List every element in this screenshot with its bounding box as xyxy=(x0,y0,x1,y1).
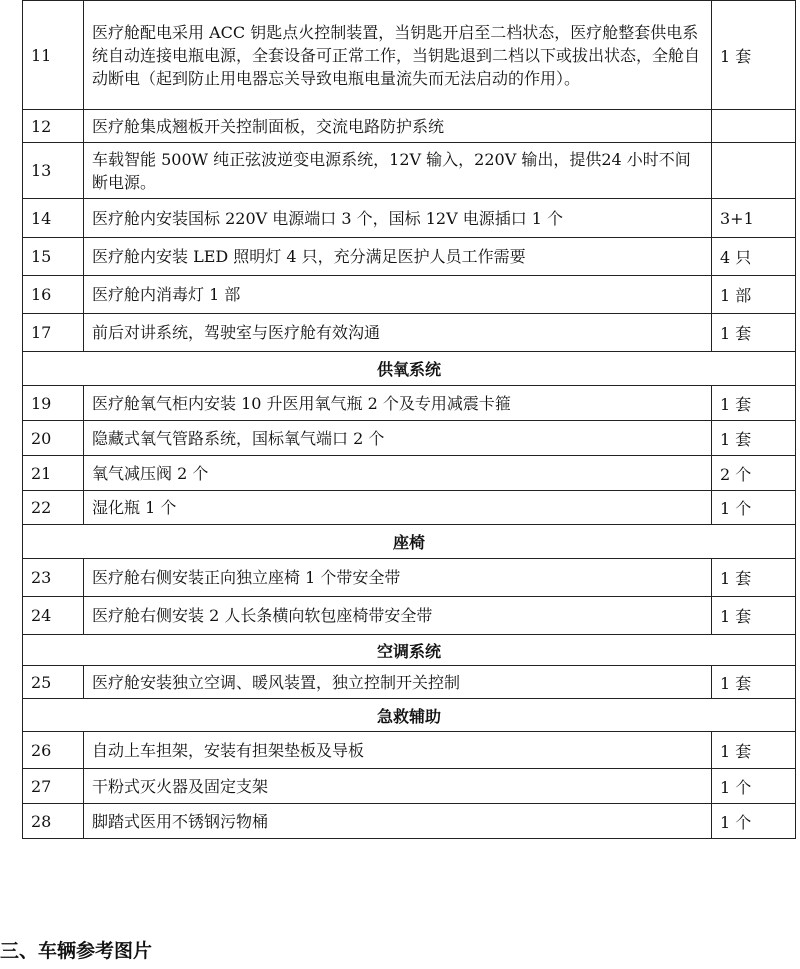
item-quantity: 1 套 xyxy=(712,732,796,769)
item-description: 医疗舱内安装国标 220V 电源端口 3 个，国标 12V 电源插口 1 个 xyxy=(84,199,712,238)
item-quantity: 1 套 xyxy=(712,314,796,352)
item-number: 25 xyxy=(23,666,84,699)
table-row xyxy=(23,199,796,238)
table-row xyxy=(23,421,796,456)
item-number: 28 xyxy=(23,804,84,839)
table-row xyxy=(23,143,796,199)
item-quantity: 4 只 xyxy=(712,238,796,276)
item-quantity: 1 部 xyxy=(712,276,796,314)
table-row xyxy=(23,110,796,143)
item-description: 隐藏式氧气管路系统，国标氧气端口 2 个 xyxy=(84,421,712,456)
section-row xyxy=(23,352,796,386)
section-heading: 三、车辆参考图片 xyxy=(0,940,153,962)
item-quantity xyxy=(712,143,796,199)
item-number: 24 xyxy=(23,597,84,635)
item-description: 医疗舱配电采用 ACC 钥匙点火控制装置，当钥匙开启至二档状态，医疗舱整套供电系统自动连接电瓶电源，全套设备可正常工作，当钥匙退到二档以下或拔出状态，全舱自动断电（起到防止用电器忘关导致电瓶电量流失而无法启动的作用）。 xyxy=(84,1,712,110)
table-row xyxy=(23,732,796,769)
item-quantity: 3+1 xyxy=(712,199,796,238)
item-number: 26 xyxy=(23,732,84,769)
item-quantity: 1 套 xyxy=(712,559,796,597)
item-description: 医疗舱集成翘板开关控制面板，交流电路防护系统 xyxy=(84,110,712,143)
item-number: 16 xyxy=(23,276,84,314)
item-number: 19 xyxy=(23,386,84,421)
table-row xyxy=(23,386,796,421)
item-quantity: 2 个 xyxy=(712,456,796,491)
item-description: 医疗舱内消毒灯 1 部 xyxy=(84,276,712,314)
section-row xyxy=(23,699,796,732)
item-quantity: 1 套 xyxy=(712,421,796,456)
item-quantity: 1 套 xyxy=(712,386,796,421)
item-quantity: 1 套 xyxy=(712,1,796,110)
section-row xyxy=(23,635,796,666)
table-row xyxy=(23,238,796,276)
table-row xyxy=(23,456,796,491)
section-title: 供氧系统 xyxy=(23,352,796,386)
item-number: 23 xyxy=(23,559,84,597)
item-description: 医疗舱内安装 LED 照明灯 4 只，充分满足医护人员工作需要 xyxy=(84,238,712,276)
item-description: 氧气减压阀 2 个 xyxy=(84,456,712,491)
item-number: 22 xyxy=(23,491,84,525)
table-row xyxy=(23,597,796,635)
item-description: 医疗舱安装独立空调、暖风装置，独立控制开关控制 xyxy=(84,666,712,699)
item-description: 医疗舱右侧安装 2 人长条横向软包座椅带安全带 xyxy=(84,597,712,635)
item-quantity xyxy=(712,110,796,143)
item-number: 11 xyxy=(23,1,84,110)
item-number: 12 xyxy=(23,110,84,143)
section-title: 座椅 xyxy=(23,525,796,559)
item-number: 15 xyxy=(23,238,84,276)
item-description: 医疗舱右侧安装正向独立座椅 1 个带安全带 xyxy=(84,559,712,597)
item-description: 前后对讲系统，驾驶室与医疗舱有效沟通 xyxy=(84,314,712,352)
section-title: 急救辅助 xyxy=(23,699,796,732)
table-row xyxy=(23,491,796,525)
section-row xyxy=(23,525,796,559)
item-number: 27 xyxy=(23,769,84,804)
item-description: 脚踏式医用不锈钢污物桶 xyxy=(84,804,712,839)
item-quantity: 1 个 xyxy=(712,769,796,804)
table-row xyxy=(23,1,796,110)
item-description: 干粉式灭火器及固定支架 xyxy=(84,769,712,804)
item-description: 自动上车担架，安装有担架垫板及导板 xyxy=(84,732,712,769)
item-description: 车载智能 500W 纯正弦波逆变电源系统，12V 输入，220V 输出，提供24 小时不间断电源。 xyxy=(84,143,712,199)
table-row xyxy=(23,314,796,352)
section-title: 空调系统 xyxy=(23,635,796,666)
table-row xyxy=(23,666,796,699)
item-quantity: 1 个 xyxy=(712,804,796,839)
item-number: 13 xyxy=(23,143,84,199)
table-row xyxy=(23,769,796,804)
spec-table xyxy=(22,0,796,839)
item-quantity: 1 个 xyxy=(712,491,796,525)
item-description: 湿化瓶 1 个 xyxy=(84,491,712,525)
item-number: 21 xyxy=(23,456,84,491)
table-row xyxy=(23,559,796,597)
item-quantity: 1 套 xyxy=(712,666,796,699)
item-quantity: 1 套 xyxy=(712,597,796,635)
item-number: 17 xyxy=(23,314,84,352)
item-number: 20 xyxy=(23,421,84,456)
table-row xyxy=(23,276,796,314)
table-row xyxy=(23,804,796,839)
item-number: 14 xyxy=(23,199,84,238)
item-description: 医疗舱氧气柜内安装 10 升医用氧气瓶 2 个及专用减震卡箍 xyxy=(84,386,712,421)
